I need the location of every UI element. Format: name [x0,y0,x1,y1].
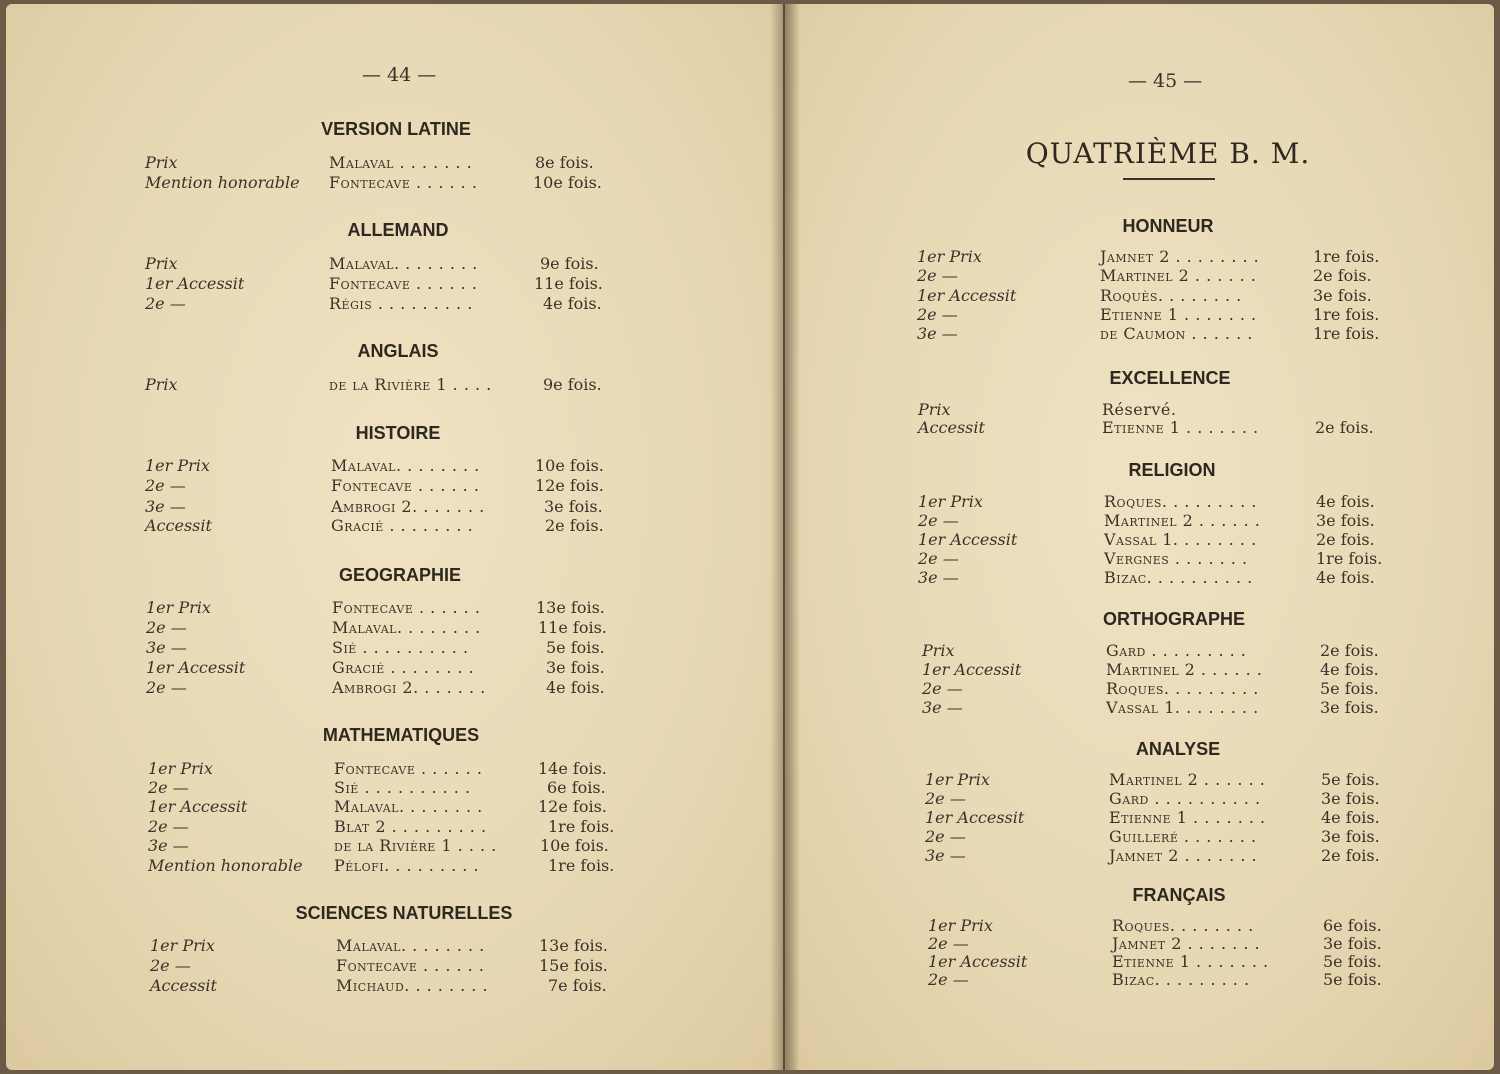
award-row [917,247,1387,267]
student-name: Malaval. . . . . . . . [334,797,483,816]
fois-count: 5e fois. [1321,770,1380,789]
award-label: 2e — [148,817,189,836]
fois-count: 1re fois. [1313,247,1380,266]
award-row [146,638,616,658]
fois-count: 1re fois. [1313,305,1380,324]
award-label: Prix [145,153,178,172]
fois-count: 10e fois. [540,836,609,855]
award-label: 2e — [918,549,959,568]
award-row [148,778,618,798]
student-name: Jamnet 2 . . . . . . . [1109,846,1258,865]
fois-count: 11e fois. [534,274,603,293]
fois-count: 10e fois. [535,456,604,475]
fois-count: 3e fois. [1320,698,1379,717]
fois-count: 2e fois. [545,516,604,535]
fois-count: 5e fois. [1323,970,1382,989]
fois-count: 4e fois. [546,678,605,697]
student-name: Ambrogi 2. . . . . . . [332,678,486,697]
fois-count: 6e fois. [1323,916,1382,935]
book-gutter [770,4,800,1070]
award-label: 1er Prix [146,598,211,617]
fois-count: 2e fois. [1321,846,1380,865]
award-row [145,173,615,193]
award-label: 1er Accessit [922,660,1022,679]
student-name: Malaval. . . . . . . . [336,936,485,955]
fois-count: 9e fois. [540,254,599,273]
award-row [925,808,1395,828]
award-label: 2e — [145,476,186,495]
award-row [150,956,620,976]
section-title: HONNEUR [1122,216,1214,236]
class-heading: QUATRIÈME B. M. [1025,137,1311,170]
award-label: Accessit [918,418,985,437]
award-label: Prix [145,254,178,273]
award-row [928,952,1398,972]
award-label: 2e — [145,294,186,313]
award-label: 2e — [922,679,963,698]
award-row [146,598,616,618]
award-row [148,797,618,817]
award-label: 2e — [150,956,191,975]
award-label: 2e — [917,305,958,324]
student-name: Fontecave . . . . . . [334,759,483,778]
section-title: GEOGRAPHIE [338,565,462,585]
award-row [145,497,615,517]
award-label: 3e — [918,568,959,587]
fois-count: 8e fois. [535,153,594,172]
award-label: 1er Accessit [917,286,1017,305]
fois-count: 5e fois. [1323,952,1382,971]
award-label: 2e — [917,266,958,285]
award-row [922,679,1392,699]
award-row [918,400,1388,420]
student-name: Etienne 1 . . . . . . . [1100,305,1257,324]
fois-count: 3e fois. [1321,789,1380,808]
student-name: Roquès. . . . . . . . [1100,286,1242,305]
award-label: Prix [922,641,955,660]
award-row [925,827,1395,847]
student-name: Roques. . . . . . . . . [1104,492,1257,511]
fois-count: 4e fois. [1321,808,1380,827]
fois-count: 2e fois. [1316,530,1375,549]
section-title: ANALYSE [1135,739,1221,759]
award-row [145,274,615,294]
award-label: 3e — [925,846,966,865]
award-row [145,516,615,536]
fois-count: 3e fois. [544,497,603,516]
section-title: SCIENCES NATURELLES [295,903,513,923]
award-row [917,324,1387,344]
award-row [918,511,1388,531]
student-name: Gracié . . . . . . . . [331,516,474,535]
student-name: Blat 2 . . . . . . . . . [334,817,487,836]
award-label: 2e — [146,678,187,697]
award-row [918,568,1388,588]
student-name: Malaval. . . . . . . . [329,254,478,273]
section-title: EXCELLENCE [1109,368,1231,388]
student-name: Bizac. . . . . . . . . . [1104,568,1253,587]
award-label: 1er Prix [150,936,215,955]
award-row [917,286,1387,306]
student-name: Roques. . . . . . . . [1112,916,1254,935]
fois-count: 14e fois. [538,759,607,778]
student-name: Sié . . . . . . . . . . [334,778,471,797]
award-label: 2e — [928,970,969,989]
fois-count: 5e fois. [1320,679,1379,698]
award-row [922,698,1392,718]
award-row [922,660,1392,680]
heading-rule [1123,178,1215,180]
student-name: de la Rivière 1 . . . . [334,836,497,855]
student-name: Etienne 1 . . . . . . . [1112,952,1269,971]
award-row [918,549,1388,569]
fois-count: 4e fois. [1320,660,1379,679]
award-row [145,254,615,274]
award-row [146,678,616,698]
award-label: 2e — [918,511,959,530]
award-row [145,456,615,476]
section-title: MATHEMATIQUES [322,725,480,745]
award-row [928,934,1398,954]
award-row [148,759,618,779]
fois-count: 2e fois. [1320,641,1379,660]
award-label: 1er Accessit [148,797,248,816]
award-label: 1er Prix [917,247,982,266]
fois-count: 2e fois. [1315,418,1374,437]
fois-count: 2e fois. [1313,266,1372,285]
award-row [150,976,620,996]
award-row [146,618,616,638]
fois-count: 1re fois. [548,856,615,875]
award-row [922,641,1392,661]
award-label: 1er Accessit [928,952,1028,971]
student-name: Régis . . . . . . . . . [329,294,473,313]
student-name: Martinel 2 . . . . . . [1104,511,1261,530]
student-name: Roques. . . . . . . . . [1106,679,1259,698]
student-name: Martinel 2 . . . . . . [1109,770,1266,789]
fois-count: 1re fois. [1316,549,1383,568]
fois-count: 5e fois. [546,638,605,657]
award-label: 1er Prix [928,916,993,935]
student-name: Martinel 2 . . . . . . [1100,266,1257,285]
student-name: Vergnes . . . . . . . [1104,549,1248,568]
fois-count: 9e fois. [543,375,602,394]
fois-count: 15e fois. [539,956,608,975]
student-name: Vassal 1. . . . . . . . [1106,698,1259,717]
award-row [918,418,1388,438]
award-row [146,658,616,678]
student-name: Fontecave . . . . . . [329,173,478,192]
fois-count: 13e fois. [536,598,605,617]
award-label: Mention honorable [148,856,303,875]
award-label: 2e — [148,778,189,797]
award-label: 1er Accessit [145,274,245,293]
student-name: Pélofi. . . . . . . . . [334,856,480,875]
section-title: HISTOIRE [355,423,441,443]
award-label: 3e — [922,698,963,717]
award-row [150,936,620,956]
award-label: Mention honorable [145,173,300,192]
award-label: 3e — [145,497,186,516]
award-label: 3e — [917,324,958,343]
award-row [925,770,1395,790]
fois-count: 4e fois. [1316,492,1375,511]
fois-count: 10e fois. [533,173,602,192]
student-name: Gard . . . . . . . . . [1106,641,1247,660]
student-name: Fontecave . . . . . . [329,274,478,293]
student-name: Vassal 1. . . . . . . . [1104,530,1257,549]
award-row [918,492,1388,512]
page-number-left: — 44 — [362,64,437,86]
student-name: Martinel 2 . . . . . . [1106,660,1263,679]
award-label: 2e — [146,618,187,637]
page-number-right: — 45 — [1128,70,1203,92]
fois-count: 3e fois. [1321,827,1380,846]
award-label: 2e — [928,934,969,953]
fois-count: 6e fois. [547,778,606,797]
fois-count: 11e fois. [538,618,607,637]
fois-count: 4e fois. [1316,568,1375,587]
fois-count: 13e fois. [539,936,608,955]
student-name: Gracié . . . . . . . . [332,658,475,677]
award-label: 3e — [146,638,187,657]
award-label: 1er Prix [145,456,210,475]
student-name: Gard . . . . . . . . . . [1109,789,1261,808]
section-title: ORTHOGRAPHE [1102,609,1246,629]
award-label: 2e — [925,789,966,808]
fois-count: 1re fois. [548,817,615,836]
fois-count: 4e fois. [543,294,602,313]
student-name: Malaval . . . . . . . [329,153,473,172]
student-name: de la Rivière 1 . . . . [329,375,492,394]
section-title: ALLEMAND [347,220,449,240]
award-label: Prix [145,375,178,394]
student-name: Etienne 1 . . . . . . . [1102,418,1259,437]
award-row [928,970,1398,990]
student-name: Réservé. [1102,400,1177,419]
student-name: Bizac. . . . . . . . . [1112,970,1250,989]
award-label: 1er Accessit [925,808,1025,827]
award-row [145,375,615,395]
fois-count: 3e fois. [1316,511,1375,530]
fois-count: 12e fois. [538,797,607,816]
award-label: 2e — [925,827,966,846]
student-name: Fontecave . . . . . . [331,476,480,495]
award-row [148,836,618,856]
student-name: Ambrogi 2. . . . . . . [331,497,485,516]
award-row [145,476,615,496]
award-row [148,856,618,876]
section-title: ANGLAIS [357,341,439,361]
fois-count: 12e fois. [535,476,604,495]
award-row [925,789,1395,809]
section-title: VERSION LATINE [321,119,471,139]
award-label: Prix [918,400,951,419]
student-name: Michaud. . . . . . . . [336,976,489,995]
award-row [928,916,1398,936]
award-label: 3e — [148,836,189,855]
student-name: de Caumon . . . . . . [1100,324,1253,343]
student-name: Malaval. . . . . . . . [331,456,480,475]
student-name: Malaval. . . . . . . . [332,618,481,637]
student-name: Sié . . . . . . . . . . [332,638,469,657]
award-row [917,305,1387,325]
award-label: 1er Accessit [146,658,246,677]
award-label: 1er Prix [918,492,983,511]
award-row [145,294,615,314]
award-row [148,817,618,837]
award-row [145,153,615,173]
award-row [925,846,1395,866]
student-name: Jamnet 2 . . . . . . . . [1100,247,1260,266]
award-row [917,266,1387,286]
fois-count: 3e fois. [1313,286,1372,305]
award-label: Accessit [150,976,217,995]
student-name: Jamnet 2 . . . . . . . [1112,934,1261,953]
award-label: 1er Accessit [918,530,1018,549]
section-title: RELIGION [1128,460,1216,480]
student-name: Fontecave . . . . . . [336,956,485,975]
award-row [918,530,1388,550]
section-title: FRANÇAIS [1132,885,1226,905]
fois-count: 3e fois. [546,658,605,677]
fois-count: 7e fois. [548,976,607,995]
fois-count: 3e fois. [1323,934,1382,953]
student-name: Etienne 1 . . . . . . . [1109,808,1266,827]
student-name: Guilleré . . . . . . . [1109,827,1257,846]
award-label: 1er Prix [148,759,213,778]
award-label: Accessit [145,516,212,535]
award-label: 1er Prix [925,770,990,789]
student-name: Fontecave . . . . . . [332,598,481,617]
fois-count: 1re fois. [1313,324,1380,343]
